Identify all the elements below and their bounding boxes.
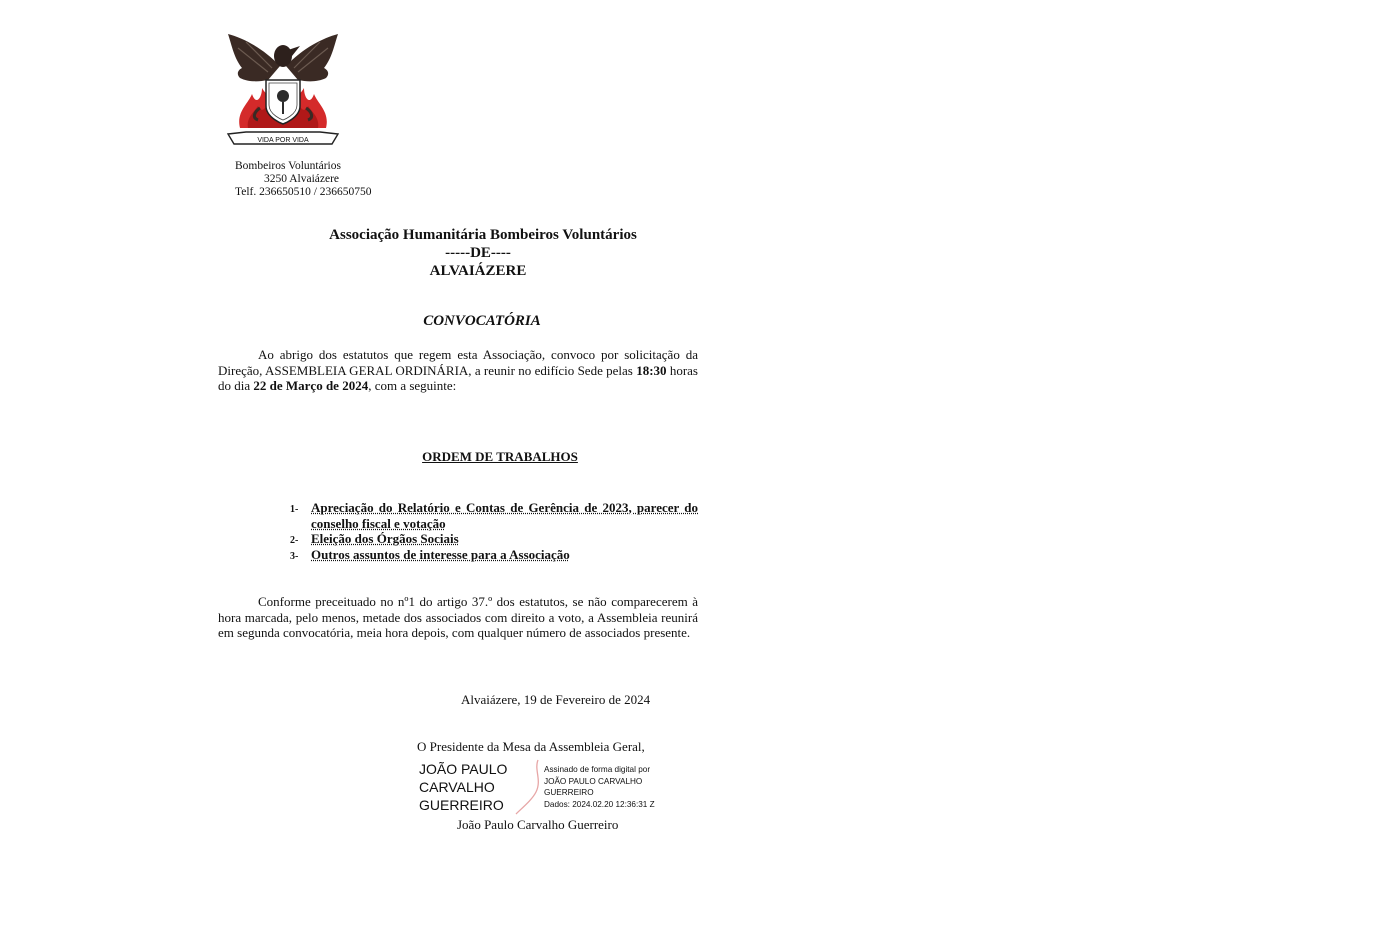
digital-signature-name-line: GUERREIRO	[419, 797, 504, 813]
digital-signature-detail-line: JOÃO PAULO CARVALHO	[544, 776, 643, 786]
header-phone: Telf. 236650510 / 236650750	[235, 186, 372, 198]
digital-signature-detail-line: Assinado de forma digital por	[544, 765, 651, 774]
agenda-item	[290, 500, 698, 532]
signatory-role: O Presidente da Mesa da Assembleia Geral,	[417, 739, 645, 754]
title-line-1: Associação Humanitária Bombeiros Voluntários	[329, 227, 637, 243]
digital-signature-name-line: JOÃO PAULO	[419, 761, 508, 777]
agenda-item-number: 3-	[290, 551, 299, 562]
header-org-name: Bombeiros Voluntários	[235, 160, 341, 172]
title-line-3: ALVAIÁZERE	[429, 263, 527, 279]
document-type: CONVOCATÓRIA	[423, 313, 541, 329]
meeting-time: 18:30	[636, 362, 667, 378]
title-line-2: -----DE----	[445, 245, 511, 261]
digital-signature-details	[544, 764, 655, 810]
intro-paragraph	[218, 347, 698, 394]
agenda-item	[290, 547, 698, 563]
agenda-heading: ORDEM DE TRABALHOS	[422, 449, 578, 464]
agenda-item	[290, 531, 698, 547]
digital-signature-detail-line: Dados: 2024.02.20 12:36:31 Z	[544, 799, 655, 809]
agenda-item-text: Apreciação do Relatório e Contas de Gerência de 2023, parecer do conselho fiscal e votação	[311, 500, 698, 531]
digital-signature-name-line: CARVALHO	[419, 779, 495, 795]
signature-stroke-icon	[512, 758, 546, 816]
agenda-item-number: 1-	[290, 504, 299, 515]
intro-text-2: horas do dia	[218, 362, 698, 393]
digital-signature-detail-line: GUERREIRO	[544, 788, 594, 797]
digital-signature-name	[419, 760, 507, 814]
meeting-date: 22 de Março de 2024	[253, 378, 369, 393]
logo-motto: VIDA POR VIDA	[257, 137, 309, 144]
quorum-paragraph	[218, 594, 698, 641]
place-date: Alvaiázere, 19 de Fevereiro de 2024	[461, 692, 651, 707]
fire-brigade-logo	[218, 28, 348, 152]
signatory-name: João Paulo Carvalho Guerreiro	[457, 817, 619, 832]
intro-text-1: Ao abrigo dos estatutos que regem esta Associação, convoco por solicitação da Direção, ASSEMBLEIA GERAL ORDINÁRIA, a reunir no edifício Sede pelas	[218, 347, 698, 378]
agenda-item-number: 2-	[290, 535, 299, 546]
intro-text-3: , com a seguinte:	[368, 378, 457, 393]
agenda-item-text: Outros assuntos de interesse para a Associação	[311, 547, 570, 562]
header-address: 3250 Alvaiázere	[264, 173, 340, 185]
agenda-item-text: Eleição dos Órgãos Sociais	[311, 531, 459, 546]
quorum-text: Conforme preceituado no nº1 do artigo 37.º dos estatutos, se não comparecerem à hora marcada, pelo menos, metade dos associados com direito a voto, a Assembleia reunirá em segunda convocatória, meia hora depois, com qualquer número de associados presente.	[218, 594, 698, 640]
